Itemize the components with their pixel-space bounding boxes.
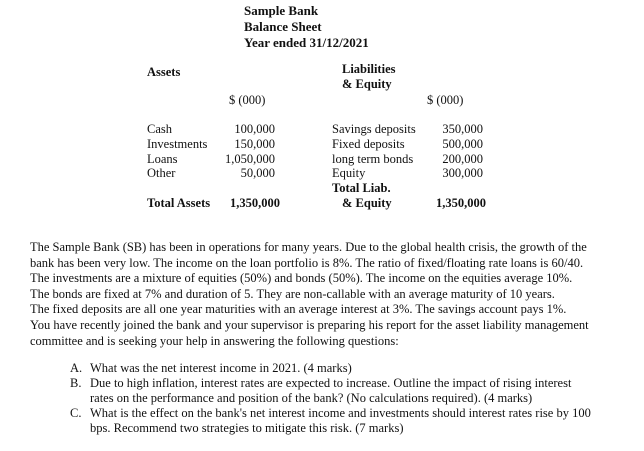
question-text: What was the net interest income in 2021. (4 marks) xyxy=(90,361,352,375)
liability-row-label: Savings deposits xyxy=(332,122,416,136)
liabilities-heading-equity: & Equity xyxy=(342,77,392,91)
title-period: Year ended 31/12/2021 xyxy=(244,35,369,50)
asset-row-value: 50,000 xyxy=(240,166,275,180)
title-bank-name: Sample Bank xyxy=(244,3,319,18)
asset-row-value: 100,000 xyxy=(234,122,275,136)
question-text: Due to high inflation, interest rates are expected to increase. Outline the impact of rising interest xyxy=(90,376,572,390)
paragraph-line: bank has been very low. The income on the loan portfolio is 8%. The ratio of fixed/floating rate loans is 60/40. xyxy=(30,255,584,270)
paragraph-line: The investments are a mixture of equities (50%) and bonds (50%). The income on the equities average 10%. xyxy=(30,271,573,286)
assets-heading: Assets xyxy=(147,65,181,79)
question-letter: C. xyxy=(70,406,82,420)
question-item xyxy=(70,376,630,406)
liability-row-label: long term bonds xyxy=(332,152,414,166)
total-liabilities-label-equity: & Equity xyxy=(342,196,392,210)
total-liabilities-value: 1,350,000 xyxy=(436,196,486,210)
paragraph-line: committee and is seeking your help in answering the following questions: xyxy=(30,333,399,348)
liability-row-value: 300,000 xyxy=(442,166,483,180)
liability-row-label: Equity xyxy=(332,166,366,180)
question-item xyxy=(70,361,630,376)
liabilities-unit: $ (000) xyxy=(427,93,464,107)
total-assets-label: Total Assets xyxy=(147,196,211,210)
asset-row-value: 1,050,000 xyxy=(225,152,275,166)
title-statement: Balance Sheet xyxy=(244,19,322,34)
liability-row-label: Fixed deposits xyxy=(332,137,405,151)
question-letter: B. xyxy=(70,376,82,390)
liability-row-value: 350,000 xyxy=(442,122,483,136)
liability-row-value: 200,000 xyxy=(442,152,483,166)
case-description xyxy=(30,240,630,349)
question-list xyxy=(70,361,630,436)
total-assets-value: 1,350,000 xyxy=(230,196,280,210)
asset-row-label: Investments xyxy=(147,137,208,151)
liability-row-value: 500,000 xyxy=(442,137,483,151)
paragraph-line: You have recently joined the bank and your supervisor is preparing his report for the asset liability management xyxy=(30,317,589,332)
paragraph-line: The bonds are fixed at 7% and duration of 5. They are non-callable with an average maturity of 10 years. xyxy=(30,286,555,301)
asset-row-label: Loans xyxy=(147,152,178,166)
paragraph-line: The fixed deposits are all one year maturities with an average interest at 3%. The savings account pays 1%. xyxy=(30,302,567,317)
question-text: bps. Recommend two strategies to mitigate this risk. (7 marks) xyxy=(90,421,404,435)
question-letter: A. xyxy=(70,361,83,375)
asset-row-label: Other xyxy=(147,166,176,180)
asset-row-label: Cash xyxy=(147,122,172,136)
question-text: What is the effect on the bank's net interest income and investments should interest rates rise by 100 xyxy=(90,406,591,420)
total-liabilities-label: Total Liab. xyxy=(332,181,391,195)
paragraph-line: The Sample Bank (SB) has been in operations for many years. Due to the global health crisis, the growth of the xyxy=(30,240,587,254)
question-text: rates on the performance and position of the bank? (No calculations required). (4 marks) xyxy=(90,391,533,405)
asset-row-value: 150,000 xyxy=(234,137,275,151)
balance-sheet-title xyxy=(244,3,369,51)
liabilities-heading: Liabilities xyxy=(342,62,396,76)
question-item xyxy=(70,406,630,436)
assets-unit: $ (000) xyxy=(229,93,266,107)
